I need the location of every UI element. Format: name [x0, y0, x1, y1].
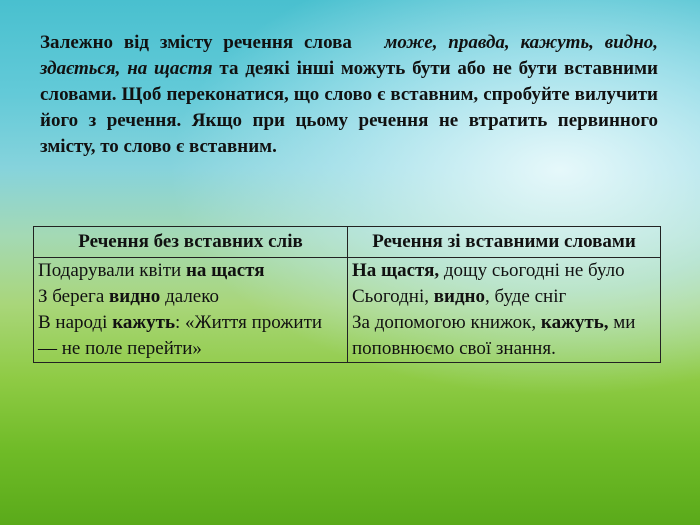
example-sentence: З берега видно далеко [38, 286, 220, 307]
intro-text-start: Залежно від змісту речення слова [40, 32, 352, 53]
examples-without-parenthetical [34, 258, 348, 363]
table-row [34, 258, 661, 363]
comparison-table [33, 226, 661, 363]
intro-text-end: та деякі інші можуть бути або не бути вставними словами. Щоб переконатися, що слово є вставним, спробуйте вилучити його з речення. Якщо при цьому речення не втратить первинного змісту, то слово є вставним. [40, 58, 659, 157]
key-word: кажуть [112, 312, 176, 333]
example-sentence: В народі кажуть: «Життя прожити — не поле перейти» [38, 312, 323, 359]
header-without-parenthetical: Речення без вставних слів [34, 227, 348, 258]
example-sentence: За допомогою книжок, кажуть, ми поповнюємо свої знання. [352, 312, 636, 359]
example-sentence: Подарували квіти на щастя [38, 260, 265, 281]
example-sentence: На щастя, дощу сьогодні не було [352, 260, 625, 281]
parenthetical-word: На щастя, [352, 260, 440, 281]
parenthetical-word: видно [433, 286, 486, 307]
table-header-row [34, 227, 661, 258]
key-word: видно [109, 286, 161, 307]
parenthetical-word: кажуть, [540, 312, 609, 333]
header-with-parenthetical: Речення зі вставними словами [348, 227, 661, 258]
key-word: на щастя [185, 260, 265, 281]
intro-italic-words: може, правда, кажуть, видно, здається, на щастя [40, 32, 659, 79]
intro-paragraph [40, 30, 658, 160]
example-sentence: Сьогодні, видно, буде сніг [352, 286, 567, 307]
examples-with-parenthetical [348, 258, 661, 363]
